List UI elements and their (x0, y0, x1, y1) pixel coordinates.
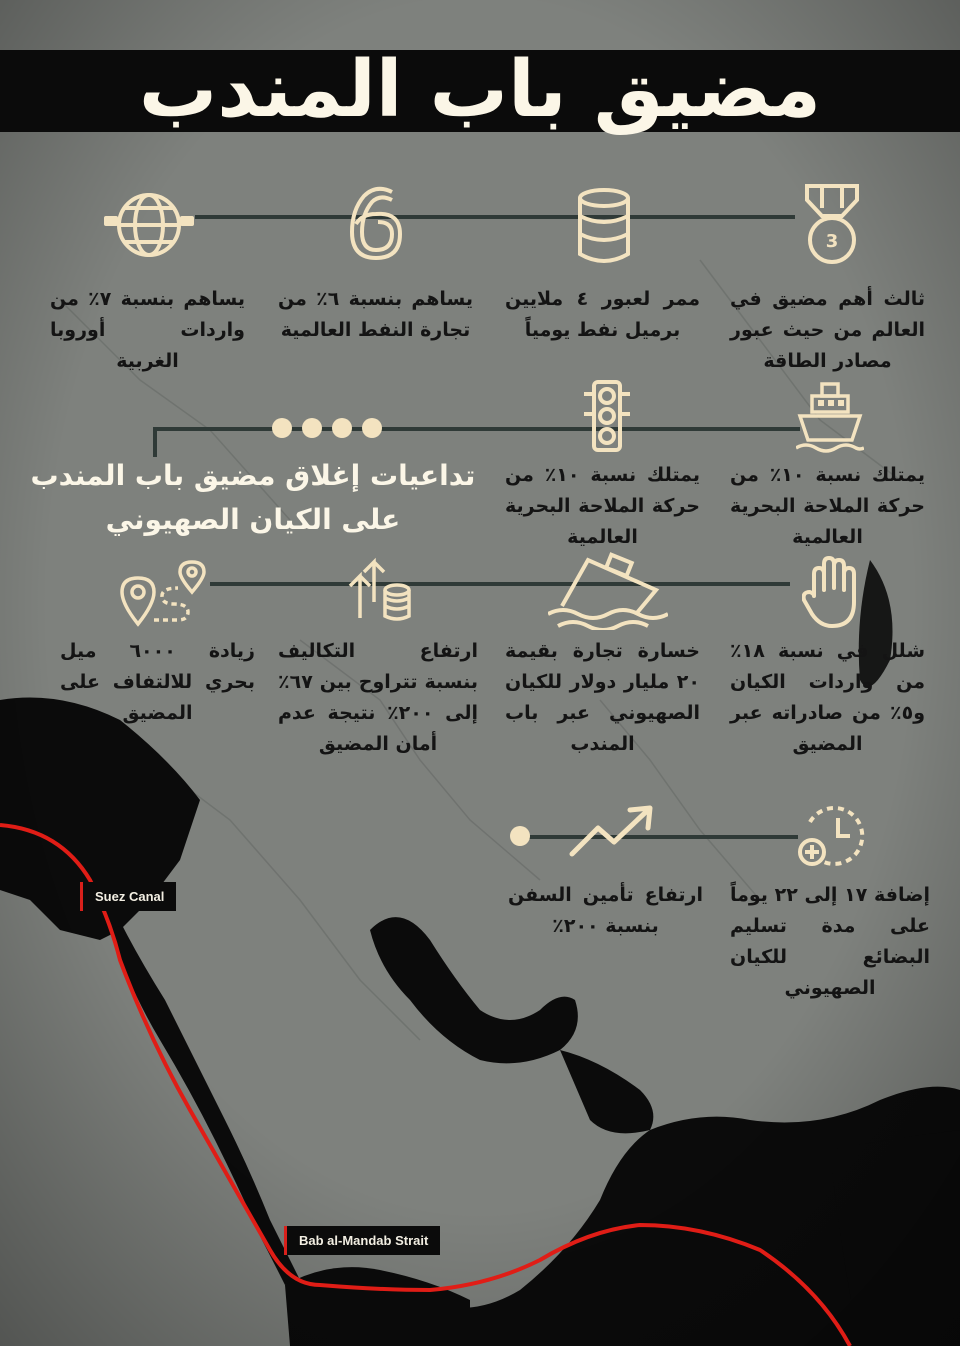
medal-icon (802, 182, 862, 266)
row1-text-3: يساهم بنسبة ٦٪ من تجارة النفط العالمية (278, 288, 473, 341)
dot-end (510, 826, 530, 846)
svg-text:3: 3 (825, 231, 839, 252)
section-subtitle: تداعيات إغلاق مضيق باب المندب على الكيان الصهيوني (30, 459, 476, 536)
hand-stop-icon (802, 556, 862, 628)
ship-icon (796, 380, 864, 456)
globe-icon (104, 186, 194, 264)
row4-text-2: ارتفاع تأمين السفن بنسبة ٢٠٠٪ (508, 884, 703, 937)
route-pin-icon (118, 558, 210, 630)
row2-text-1: يمتلك نسبة ١٠٪ من حركة الملاحة البحرية العالمية (730, 464, 925, 548)
connector-row3 (210, 582, 790, 586)
sinking-ship-icon (548, 548, 668, 630)
row3-text-2: خسارة تجارة بقيمة ٢٠ مليار دولار للكيان الصهيوني عبر باب المندب (505, 640, 700, 755)
dot-2 (302, 418, 322, 438)
dot-3 (332, 418, 352, 438)
clock-plus-icon (796, 800, 872, 870)
row2-text-2: يمتلك نسبة ١٠٪ من حركة الملاحة البحرية العالمية (505, 464, 700, 548)
row4-text-1: إضافة ١٧ إلى ٢٢ يوماً على مدة تسليم البضائع للكيان الصهيوني (730, 884, 930, 999)
oil-barrel-icon (576, 188, 632, 264)
connector-row1 (195, 215, 795, 219)
connector-row2 (155, 427, 800, 431)
row1-text-2: ممر لعبور ٤ ملايين برميل نفط يومياً (505, 288, 700, 341)
row3-text-3: ارتفاع التكاليف بنسبة تتراوح بين ٦٧٪ إلى ٢٠٠٪ نتيجة عدم أمان المضيق (278, 640, 478, 755)
page-title: مضيق باب المندب (138, 45, 822, 135)
connector-row2-drop (153, 427, 157, 457)
coins-arrow-up-icon (342, 554, 412, 624)
dot-4 (362, 418, 382, 438)
dot-1 (272, 418, 292, 438)
number-six-icon (346, 184, 408, 264)
map-label-bab-al-mandab: Bab al-Mandab Strait (284, 1226, 440, 1255)
map-label-suez-canal: Suez Canal (80, 882, 176, 911)
row3-text-1: شلل في نسبة ١٨٪ من واردات الكيان و٥٪ من صادراته عبر المضيق (730, 640, 925, 755)
traffic-light-icon (582, 380, 632, 452)
row1-text-4: يساهم بنسبة ٧٪ من واردات أوروبا الغربية (50, 288, 245, 372)
trend-up-icon (568, 802, 660, 860)
row3-text-4: زيادة ٦٠٠٠ ميل بحري للالتفاف على المضيق (60, 640, 255, 724)
row1-text-1: ثالث أهم مضيق في العالم من حيث عبور مصادر الطاقة (730, 288, 925, 372)
